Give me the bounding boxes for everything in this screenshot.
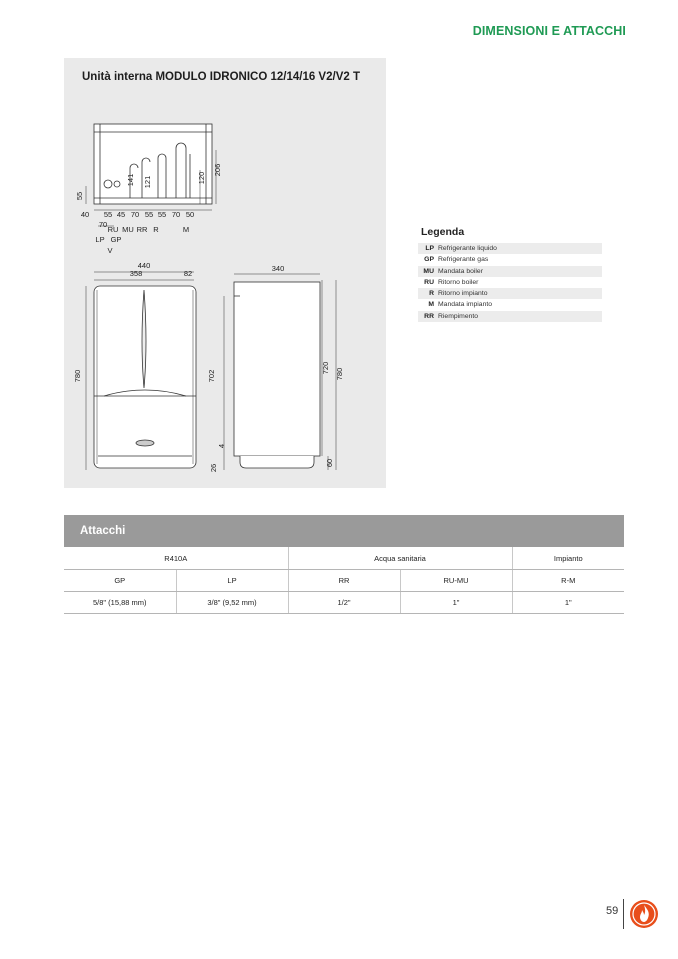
legend-item	[418, 254, 602, 265]
dim-720: 720	[321, 361, 330, 375]
legend-description: Ritorno impianto	[438, 290, 488, 298]
legend	[418, 226, 602, 322]
label-m: M	[182, 225, 190, 234]
dim-50: 50	[185, 210, 195, 219]
dim-45: 45	[116, 210, 126, 219]
group-acqua-sanitaria: Acqua sanitaria	[288, 547, 512, 570]
legend-code: RU	[424, 278, 434, 286]
label-mu: MU	[122, 225, 134, 234]
dim-780-front: 780	[73, 369, 82, 383]
table-header-row	[64, 570, 624, 592]
legend-code: M	[428, 301, 434, 309]
dim-702: 702	[207, 369, 216, 383]
technical-drawing	[64, 58, 386, 488]
table-cell: 1/2"	[288, 592, 400, 614]
dim-55a: 55	[103, 210, 113, 219]
legend-item	[418, 277, 602, 288]
legend-description: Refrigerante gas	[438, 256, 489, 264]
dim-82: 82	[183, 269, 193, 278]
legend-description: Mandata boiler	[438, 267, 483, 275]
dim-55: 55	[75, 191, 84, 201]
table-row	[64, 592, 624, 614]
legend-item	[418, 243, 602, 254]
group-r410a: R410A	[64, 547, 288, 570]
legend-code: R	[429, 290, 434, 298]
side-view-outline	[234, 282, 320, 456]
label-gp: GP	[110, 235, 122, 244]
top-view-outline	[94, 124, 212, 204]
legend-code: GP	[424, 256, 434, 264]
table-group-row	[64, 547, 624, 570]
column-header: RU-MU	[400, 570, 512, 592]
drawing-title: Unità interna MODULO IDRONICO 12/14/16 V2/V2 T	[82, 71, 360, 83]
dim-206: 206	[213, 163, 222, 177]
dim-358: 358	[129, 269, 143, 278]
label-v: V	[107, 246, 113, 255]
footer-divider	[623, 899, 624, 929]
dim-26: 26	[209, 463, 218, 473]
legend-item	[418, 311, 602, 322]
legend-item	[418, 288, 602, 299]
page-number: 59	[606, 905, 619, 917]
group-impianto: Impianto	[512, 547, 624, 570]
dim-440: 440	[137, 261, 151, 270]
legend-title: Legenda	[421, 226, 465, 238]
label-ru: RU	[107, 225, 119, 234]
section-title: DIMENSIONI E ATTACCHI	[472, 24, 626, 38]
dim-780-side: 780	[335, 367, 344, 381]
flame-logo-icon	[628, 899, 660, 934]
column-header: RR	[288, 570, 400, 592]
legend-description: Mandata impianto	[438, 301, 493, 309]
legend-list	[418, 243, 602, 322]
label-r: R	[153, 225, 159, 234]
dim-4: 4	[217, 443, 226, 449]
dim-70b: 70	[171, 210, 181, 219]
dim-55b: 55	[144, 210, 154, 219]
attacchi-table	[64, 547, 624, 614]
legend-item	[418, 299, 602, 310]
legend-code: LP	[425, 245, 434, 252]
legend-description: Refrigerante liquido	[438, 245, 497, 252]
legend-description: Riempimento	[438, 312, 479, 320]
dim-40: 40	[80, 210, 90, 219]
table-cell: 1"	[512, 592, 624, 614]
legend-code: RR	[424, 312, 434, 320]
technical-drawing-panel	[64, 58, 386, 488]
dim-120: 120	[197, 171, 206, 185]
legend-description: Ritorno boiler	[438, 278, 479, 286]
dim-70c: 70	[98, 220, 108, 229]
label-lp: LP	[95, 235, 105, 244]
dim-141: 141	[126, 173, 135, 187]
column-header: R-M	[512, 570, 624, 592]
legend-item	[418, 266, 602, 277]
attacchi-header: Attacchi	[64, 515, 624, 547]
table-cell: 1"	[400, 592, 512, 614]
column-header: LP	[176, 570, 288, 592]
legend-code: MU	[423, 267, 434, 275]
dim-121: 121	[143, 175, 152, 189]
label-rr: RR	[136, 225, 148, 234]
table-cell: 3/8" (9,52 mm)	[176, 592, 288, 614]
dim-60: 60	[325, 458, 334, 468]
dim-55c: 55	[157, 210, 167, 219]
dim-70a: 70	[130, 210, 140, 219]
column-header: GP	[64, 570, 176, 592]
table-cell: 5/8" (15,88 mm)	[64, 592, 176, 614]
dim-340: 340	[271, 264, 285, 273]
